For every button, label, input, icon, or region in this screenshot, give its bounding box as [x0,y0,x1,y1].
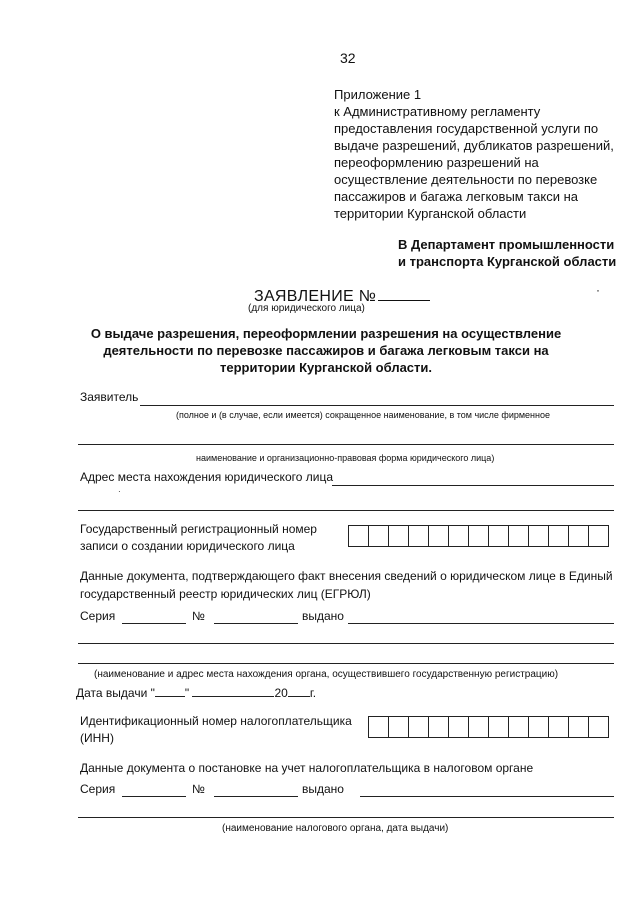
appendix-line: к Административному регламенту [334,104,541,119]
egrul-text-line2: государственный реестр юридических лиц (ЕГРЮЛ) [80,587,371,601]
egrul-date-year[interactable] [288,685,310,697]
document-subtitle: (для юридического лица) [248,303,365,314]
egrul-date-month[interactable] [192,685,274,697]
application-number-field[interactable] [378,286,430,301]
applicant-label: Заявитель [80,390,139,404]
recipient-line: В Департамент промышленности [398,237,615,252]
recipient-block [398,236,616,270]
egrul-date-year-suffix: г. [309,686,317,700]
ogrn-label-line2: записи о создании юридического лица [80,539,295,553]
address-field-2[interactable] [78,510,614,511]
stray-mark: · [596,283,600,297]
applicant-field-2[interactable] [78,444,614,445]
appendix-line: переоформлению разрешений на [334,155,539,170]
appendix-header [334,86,614,222]
recipient-line: и транспорта Курганской области [398,254,617,269]
title-text: ЗАЯВЛЕНИЕ № [254,288,377,305]
inn-cells[interactable] [368,716,609,738]
egrul-issued-label: выдано [302,609,344,623]
tax-caption: (наименование налогового органа, дата выдачи) [222,823,449,834]
appendix-line: пассажиров и багажа легковым такси на [334,189,578,204]
page-number: 32 [340,50,356,66]
tax-issued-field-2[interactable] [78,817,614,818]
tax-number-field[interactable] [214,796,298,797]
applicant-caption-2: наименование и организационно-правовая форма юридического лица) [196,453,495,463]
egrul-issued-field-3[interactable] [78,663,614,664]
egrul-date-row [76,685,316,700]
tax-number-label: № [192,782,205,796]
egrul-caption: (наименование и адрес места нахождения органа, осуществившего государственную регистрацию) [94,669,559,680]
egrul-date-label: Дата выдачи " [76,686,155,700]
address-label: Адрес места нахождения юридического лица [80,470,333,484]
egrul-issued-field-2[interactable] [78,643,614,644]
appendix-line: выдаче разрешений, дубликатов разрешений, [334,138,614,153]
inn-label-line1: Идентификационный номер налогоплательщика [80,714,352,728]
ogrn-cells[interactable] [348,525,609,547]
address-stray-mark: · [118,487,121,496]
purpose-heading: О выдаче разрешения, переоформлении разрешения на осуществление деятельности по перевозке пассажиров и багажа легковым такси на территории Курганской области. [90,326,562,375]
tax-issued-field[interactable] [360,796,614,797]
egrul-number-label: № [192,609,205,623]
egrul-date-day[interactable] [155,685,185,697]
tax-series-field[interactable] [122,796,186,797]
egrul-date-year-prefix: 20 [274,686,288,700]
address-field[interactable] [332,485,614,486]
egrul-series-field[interactable] [122,623,186,624]
appendix-line: Приложение 1 [334,87,422,102]
tax-issued-label: выдано [302,782,344,796]
egrul-text-line1: Данные документа, подтверждающего факт внесения сведений о юридическом лице в Единый [80,569,613,583]
tax-text: Данные документа о постановке на учет налогоплательщика в налоговом органе [80,761,534,775]
egrul-number-field[interactable] [214,623,298,624]
applicant-field[interactable] [140,405,614,406]
appendix-line: территории Курганской области [334,206,527,221]
ogrn-label-line1: Государственный регистрационный номер [80,522,317,536]
appendix-line: предоставления государственной услуги по [334,121,599,136]
egrul-series-label: Серия [80,609,116,623]
inn-label-line2: (ИНН) [80,731,114,745]
egrul-issued-field[interactable] [348,623,614,624]
appendix-line: осуществление деятельности по перевозке [334,172,598,187]
egrul-date-quote: " [184,686,190,700]
applicant-caption-1: (полное и (в случае, если имеется) сокращенное наименование, в том числе фирменное [176,410,551,420]
tax-series-label: Серия [80,782,116,796]
